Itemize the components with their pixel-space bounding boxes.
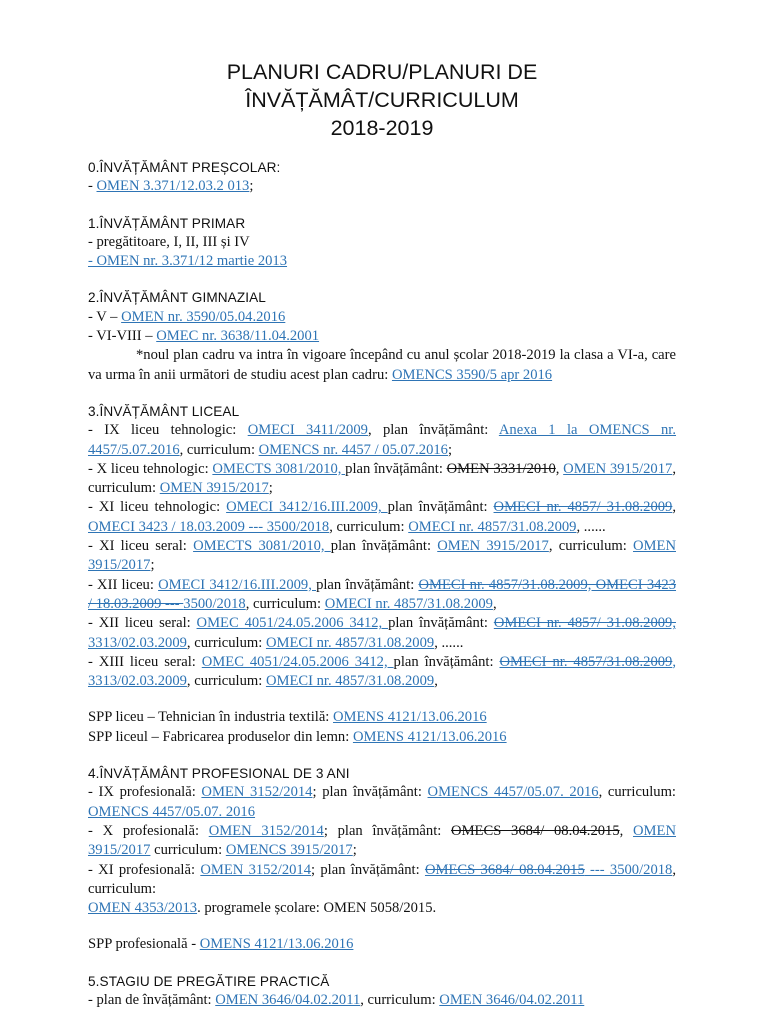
section-heading: [88, 972, 676, 991]
document-link[interactable]: OMEN 3152/2014: [200, 861, 312, 878]
strikethrough-text: OMEN 3331/2010: [446, 460, 556, 477]
text: ,: [619, 822, 634, 839]
paragraph: [88, 498, 676, 537]
document-link[interactable]: OMECTS 3081/2010,: [212, 460, 346, 477]
paragraph: [88, 233, 676, 252]
document-link[interactable]: OMECI 3412/16.III.2009,: [226, 499, 388, 516]
section-heading: [88, 288, 676, 307]
strikethrough-link[interactable]: OMECI nr. 4857/ 31.08.2009: [493, 499, 673, 516]
text: 0.ÎNVĂȚĂMÂNT PREȘCOLAR:: [88, 160, 281, 175]
document-link[interactable]: OMECI 3412/16.III.2009,: [158, 576, 317, 593]
paragraph: [88, 783, 676, 822]
text: - V –: [88, 308, 122, 325]
text: , ......: [576, 518, 606, 535]
document-link[interactable]: OMECI nr. 4857/31.08.2009: [324, 595, 493, 612]
document-link[interactable]: OMECI 3411/2009: [247, 422, 368, 439]
text: - XI liceu seral:: [88, 538, 194, 555]
text: plan învățământ:: [316, 576, 419, 593]
document-link[interactable]: OMEN 3.371/12.03.2 013: [96, 178, 250, 195]
document-link[interactable]: OMEC 4051/24.05.2006 3412,: [196, 615, 389, 632]
text: , curriculum:: [88, 460, 676, 497]
text: - plan de învățământ:: [88, 991, 216, 1008]
document-link[interactable]: OMEN 3646/04.02.2011: [439, 991, 585, 1008]
text: - VI-VIII –: [88, 328, 157, 345]
text: ; plan învățământ:: [312, 784, 428, 801]
document-link[interactable]: OMENCS 3915/2017: [225, 842, 353, 859]
text: 4.ÎNVĂȚĂMÂNT PROFESIONAL DE 3 ANI: [88, 766, 350, 782]
text: ,: [492, 595, 497, 612]
document-link[interactable]: OMENCS 4457/05.07. 2016: [88, 803, 256, 820]
document-link[interactable]: OMEC 4051/24.05.2006 3412,: [201, 653, 394, 670]
document-link[interactable]: OMENCS 4457/05.07. 2016: [427, 784, 599, 801]
strikethrough-link[interactable]: OMECS 3684/ 08.04.2015: [424, 861, 585, 878]
text: 5.STAGIU DE PREGĂTIRE PRACTICĂ: [88, 973, 330, 989]
strikethrough-text: OMECS 3684/ 08.04.2015: [451, 822, 620, 839]
document-page: [88, 58, 676, 1010]
text: ; plan învățământ:: [311, 861, 425, 878]
section-heading: [88, 214, 676, 233]
text: plan învățământ:: [330, 538, 438, 555]
paragraph: [88, 327, 676, 346]
document-title: [88, 58, 676, 142]
text: ; plan învățământ:: [323, 822, 452, 839]
document-link[interactable]: OMENS 4121/13.06.2016: [333, 709, 487, 726]
document-link[interactable]: --- 3500/2018: [584, 861, 673, 878]
document-link[interactable]: OMECI nr. 4857/31.08.2009: [408, 518, 577, 535]
paragraph: [88, 576, 676, 615]
text: SPP liceu – Tehnician în industria textilă:: [88, 709, 334, 726]
text: , curriculum:: [186, 634, 266, 651]
paragraph: [88, 308, 676, 327]
paragraph: [88, 708, 676, 727]
blank-line: [88, 271, 676, 288]
document-link[interactable]: 3313/02.03.2009: [88, 634, 187, 651]
section-heading: [88, 764, 676, 783]
text: , ......: [434, 634, 464, 651]
blank-line: [88, 197, 676, 214]
paragraph: [88, 460, 676, 499]
text: -: [88, 178, 97, 195]
paragraph: [88, 421, 676, 460]
paragraph: [88, 861, 676, 900]
blank-line: [88, 691, 676, 708]
document-link[interactable]: OMEC nr. 3638/11.04.2001: [156, 328, 320, 345]
text: ;: [150, 557, 155, 574]
text: - XI liceu tehnologic:: [88, 499, 227, 516]
text: ;: [268, 480, 273, 497]
text: 1.ÎNVĂȚĂMÂNT PRIMAR: [88, 215, 246, 231]
strikethrough-link[interactable]: OMECI nr. 4857/31.08.2009, OMECI 3423 / 18.03.2009 ---: [88, 576, 677, 612]
text: SPP profesională -: [88, 936, 200, 953]
document-link[interactable]: OMECTS 3081/2010,: [193, 538, 331, 555]
text: plan învățământ:: [387, 499, 494, 516]
paragraph: [88, 346, 676, 385]
document-link[interactable]: OMEN 3915/2017: [563, 460, 673, 477]
text: , curriculum:: [88, 861, 676, 897]
paragraph: [88, 614, 676, 653]
paragraph: [88, 991, 676, 1010]
blank-line: [88, 747, 676, 764]
paragraph: [88, 177, 676, 196]
document-link[interactable]: Anexa 1 la OMENCS nr. 4457/5.07.2016: [88, 422, 677, 458]
paragraph: [88, 935, 676, 954]
text: , plan învățământ:: [367, 422, 499, 439]
text: 2.ÎNVĂȚĂMÂNT GIMNAZIAL: [88, 290, 266, 306]
document-link[interactable]: 3500/2018: [183, 595, 246, 612]
text: - X liceu tehnologic:: [88, 460, 213, 477]
text: ;: [352, 842, 357, 859]
document-link[interactable]: OMEN 3152/2014: [201, 784, 313, 801]
document-body: [88, 158, 676, 1010]
paragraph: [88, 653, 676, 692]
text: - XII liceu seral:: [88, 615, 197, 632]
text: , curriculum:: [548, 538, 634, 555]
strikethrough-link[interactable]: OMECI nr. 4857/ 31.08.2009,: [493, 615, 676, 632]
text: plan învățământ:: [345, 460, 447, 477]
text: plan învățământ:: [393, 653, 500, 670]
document-link[interactable]: , 3313/02.03.2009: [88, 653, 676, 690]
text: , curriculum:: [179, 441, 259, 458]
section-heading: [88, 158, 676, 177]
document-link[interactable]: OMEN 3646/04.02.2011: [215, 991, 361, 1008]
text: SPP liceul – Fabricarea produselor din lemn:: [88, 728, 353, 745]
document-link[interactable]: OMEN 3915/2017: [437, 538, 549, 555]
paragraph: [88, 252, 676, 271]
text: ;: [447, 441, 453, 458]
text: *noul plan cadru va intra în vigoare începând cu anul școlar 2018-2019 la clasa a VI-a, care va urma în anii următori de studiu acest plan cadru:: [88, 347, 676, 383]
blank-line: [88, 918, 676, 935]
text: , curriculum:: [329, 518, 409, 535]
document-link[interactable]: OMENS 4121/13.06.2016: [352, 728, 507, 745]
blank-line: [88, 955, 676, 972]
document-link[interactable]: OMENS 4121/13.06.2016: [199, 936, 354, 953]
text: curriculum:: [150, 842, 226, 859]
text: plan învățământ:: [388, 615, 494, 632]
document-link[interactable]: OMECI nr. 4857/31.08.2009: [265, 673, 435, 690]
text: - pregătitoare, I, II, III și IV: [88, 233, 250, 250]
text: . programele școlare: OMEN 5058/2015.: [197, 900, 437, 917]
document-link[interactable]: OMEN 3915/2017: [88, 822, 676, 859]
text: - X profesională:: [88, 822, 209, 839]
text: 3.ÎNVĂȚĂMÂNT LICEAL: [88, 403, 240, 419]
document-link[interactable]: OMEN nr. 3590/05.04.2016: [121, 308, 286, 325]
text: ,: [434, 673, 438, 690]
strikethrough-link[interactable]: OMECI nr. 4857/31.08.2009: [499, 653, 673, 670]
document-link[interactable]: OMENCS 3590/5 apr 2016: [391, 366, 553, 383]
text: , curriculum:: [360, 991, 440, 1008]
text: , curriculum:: [598, 784, 676, 801]
blank-line: [88, 385, 676, 402]
document-link[interactable]: OMEN 3915/2017: [159, 480, 269, 497]
text: ,: [672, 499, 676, 516]
document-link[interactable]: OMENCS nr. 4457 / 05.07.2016: [258, 441, 448, 458]
document-link[interactable]: OMECI 3423 / 18.03.2009 --- 3500/2018: [88, 518, 330, 535]
paragraph: [88, 822, 676, 861]
title-line-1: PLANURI CADRU/PLANURI DE ÎNVĂȚĂMÂT/CURRICULUM: [226, 60, 538, 112]
text: ,: [555, 460, 564, 477]
document-link[interactable]: OMECI nr. 4857/31.08.2009: [265, 634, 435, 651]
title-line-2: 2018-2019: [330, 116, 434, 140]
document-link[interactable]: OMEN 4353/2013: [88, 900, 198, 917]
text: , curriculum:: [245, 595, 325, 612]
text: - XII liceu:: [88, 576, 159, 593]
document-link[interactable]: OMEN 3915/2017: [88, 538, 676, 574]
document-link[interactable]: OMEN 3152/2014: [208, 822, 324, 839]
text: - XIII liceu seral:: [88, 653, 202, 670]
paragraph: [88, 899, 676, 918]
text: - XI profesională:: [88, 861, 201, 878]
paragraph: [88, 728, 676, 747]
paragraph: [88, 537, 676, 576]
text: ;: [249, 178, 254, 195]
text: - IX liceu tehnologic:: [88, 422, 248, 439]
document-link[interactable]: - OMEN nr. 3.371/12 martie 2013: [88, 253, 288, 270]
text: , curriculum:: [186, 673, 266, 690]
section-heading: [88, 402, 676, 421]
text: - IX profesională:: [88, 784, 202, 801]
